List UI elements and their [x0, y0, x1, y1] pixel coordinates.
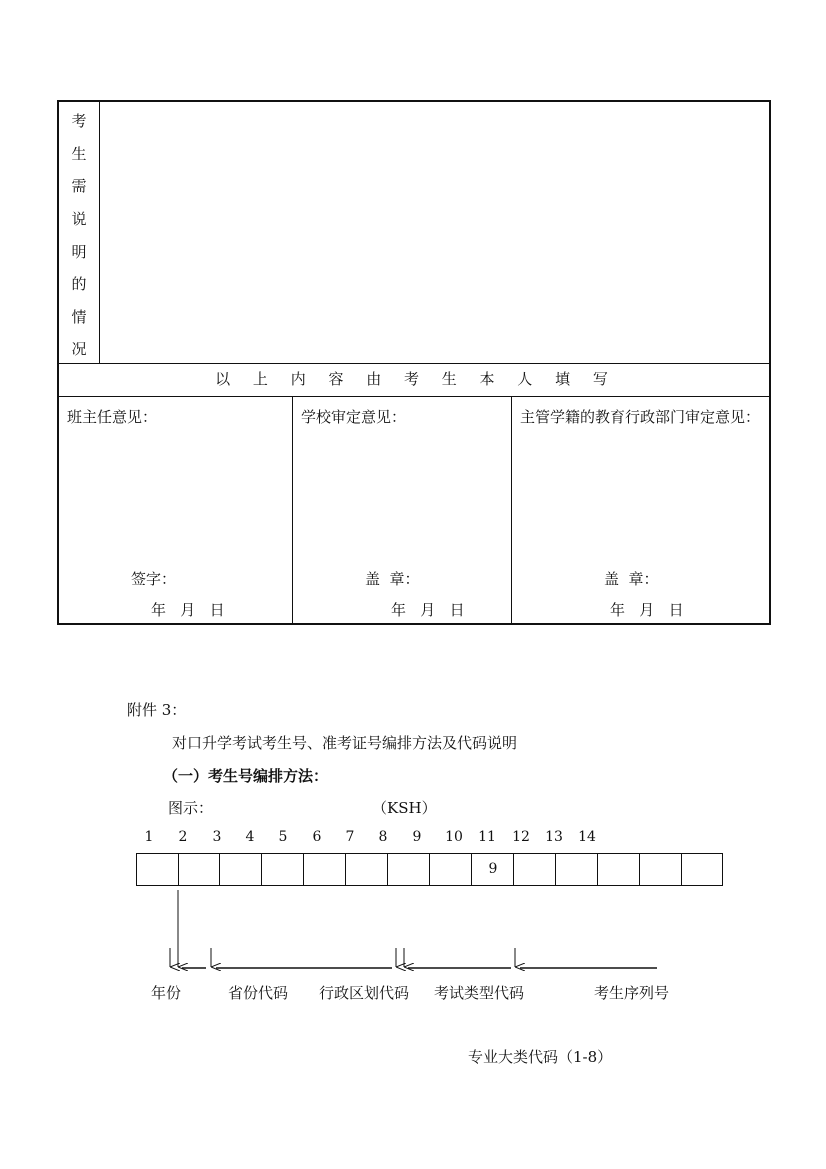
class-teacher-sign-label: 签字：: [131, 570, 177, 588]
label-char: 况: [71, 340, 87, 358]
position-number: 2: [178, 829, 188, 845]
attachment-title: 对口升学考试考生号、准考证号编排方法及代码说明: [172, 734, 518, 752]
position-number: 13: [545, 829, 563, 845]
school-seal-label: 盖 章：: [365, 570, 420, 588]
section-heading: （一）考生号编排方法：: [163, 767, 329, 785]
position-number: 5: [278, 829, 288, 845]
attachment-label: 附件 3：: [127, 701, 187, 719]
class-teacher-date: 年 月 日: [151, 601, 225, 619]
position-number: 14: [578, 829, 596, 845]
box-value: 9: [488, 861, 498, 877]
label-char: 的: [71, 275, 87, 293]
position-number: 4: [245, 829, 255, 845]
position-number: 11: [478, 829, 496, 845]
legend-exam-type-code: 考试类型代码: [434, 984, 525, 1002]
position-number: 1: [144, 829, 154, 845]
label-char: 需: [71, 177, 87, 195]
school-review-heading: 学校审定意见：: [301, 408, 407, 426]
label-char: 情: [71, 308, 87, 326]
position-number: 7: [345, 829, 355, 845]
figure-label: 图示：: [168, 799, 214, 817]
label-char: 生: [71, 145, 87, 163]
figure-code: （KSH）: [372, 799, 437, 817]
legend-year: 年份: [151, 984, 182, 1002]
label-char: 考: [71, 112, 87, 130]
class-teacher-opinion-heading: 班主任意见：: [67, 408, 158, 426]
education-dept-date: 年 月 日: [610, 601, 684, 619]
position-number: 8: [378, 829, 388, 845]
position-number: 10: [445, 829, 463, 845]
self-fill-note: 以 上 内 容 由 考 生 本 人 填 写: [215, 370, 617, 388]
position-number: 9: [412, 829, 422, 845]
school-date: 年 月 日: [391, 601, 465, 619]
education-dept-seal-label: 盖 章：: [604, 570, 659, 588]
legend-district-code: 行政区划代码: [319, 984, 410, 1002]
label-char: 说: [71, 210, 87, 228]
legend-province-code: 省份代码: [228, 984, 289, 1002]
legend-candidate-serial: 考生序列号: [594, 984, 670, 1002]
position-number: 12: [512, 829, 530, 845]
position-number: 6: [312, 829, 322, 845]
education-dept-heading: 主管学籍的教育行政部门审定意见：: [520, 408, 761, 426]
position-number: 3: [212, 829, 222, 845]
label-char: 明: [71, 243, 87, 261]
major-category-note: 专业大类代码（1-8）: [468, 1048, 613, 1066]
